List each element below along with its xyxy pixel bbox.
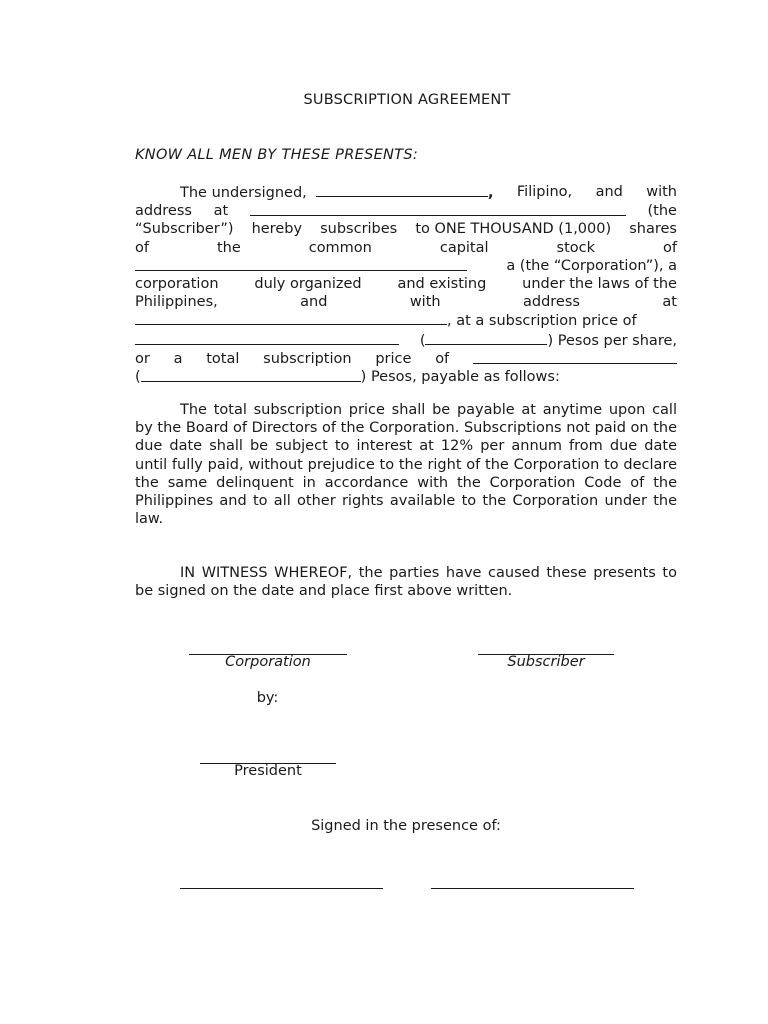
text-with: with — [646, 184, 677, 200]
text-philippines: Philippines, — [135, 294, 218, 311]
text-subscribes: subscribes — [320, 221, 398, 238]
text-and-2: and — [300, 294, 328, 311]
text-address: address — [135, 203, 192, 220]
text-capital: capital — [439, 239, 489, 256]
subscriber-paragraph: The undersigned, , Filipino, and with address at (the “Subscriber”) hereby subscribes to ONE THOUSAND (1,000) shares of the common capital stock of a (the “Corporation”), a corporation duly organized and existing under the laws of the Philippines, and with address at , at a subscription price of ( ) Pesos per share, or a total subscription price of ( ) Pesos, payable as follows: — [135, 184, 677, 386]
by-label: by: — [256, 690, 279, 706]
payment-terms-paragraph — [135, 401, 677, 528]
text-shares: shares — [629, 221, 677, 238]
text-one-thousand: to ONE THOUSAND (1,000) — [415, 221, 612, 238]
total-price-words-blank[interactable] — [473, 350, 677, 364]
subscriber-label: Subscriber — [507, 654, 585, 670]
text-pesos-per-share: ) Pesos per share, — [547, 332, 677, 349]
price-per-share-figure-blank[interactable] — [425, 331, 547, 345]
text-common: common — [308, 239, 372, 256]
text-of-2: of — [662, 239, 677, 256]
document-title: SUBSCRIPTION AGREEMENT — [303, 92, 511, 108]
witness-2-signature-line[interactable] — [431, 888, 634, 889]
text-corporation: corporation — [135, 276, 219, 293]
text-subscription: subscription — [263, 350, 352, 367]
text-at-2: at — [662, 294, 677, 311]
subscriber-address-blank[interactable] — [250, 202, 626, 216]
text-of-3: of — [435, 350, 450, 367]
text-corporation-def: a (the “Corporation”), a — [506, 257, 677, 274]
witness-paragraph — [135, 564, 677, 600]
total-price-figure-blank[interactable] — [141, 368, 361, 382]
text-subscription-price: , at a subscription price of — [447, 313, 637, 330]
text-undersigned: The undersigned, — [180, 185, 307, 201]
text-or: or — [135, 350, 150, 367]
text-and-existing: and existing — [397, 276, 487, 293]
text-hereby: hereby — [251, 221, 303, 238]
text-open-paren-2: ( — [135, 369, 141, 386]
text-address-2: address — [523, 294, 580, 311]
text-stock: stock — [556, 239, 595, 256]
text-and: and — [595, 184, 623, 200]
corporation-name-blank[interactable] — [135, 257, 467, 271]
intro-line: KNOW ALL MEN BY THESE PRESENTS: — [135, 147, 419, 163]
text-subscriber-def: “Subscriber”) — [135, 221, 234, 238]
text-price: price — [375, 350, 412, 367]
text-a: a — [173, 350, 183, 367]
subscriber-name-blank[interactable] — [316, 183, 488, 197]
text-filipino: Filipino, — [516, 184, 573, 200]
corporation-label: Corporation — [225, 654, 311, 670]
text-the-2: the — [216, 239, 241, 256]
president-label: President — [234, 763, 302, 779]
text-at: at — [213, 203, 229, 220]
witness-1-signature-line[interactable] — [180, 888, 383, 889]
text-total: total — [206, 350, 240, 367]
text-open-paren: ( — [419, 332, 426, 349]
text-under-laws: under the laws of the — [522, 276, 677, 293]
price-per-share-words-blank[interactable] — [135, 331, 399, 345]
text-of: of — [135, 239, 149, 256]
text-with-2: with — [409, 294, 441, 311]
payment-terms-text: The total subscription price shall be payable at anytime upon call by the Board of Directors of the Corporation. Subscriptions not paid on the due date shall be subject to interest at 12% per annum from due date until fully paid, without prejudice to the right of the Corporation to declare the same delinquent in accordance with the Corporation Code of the Philippines and to all other rights available to the Corporation under the law. — [135, 402, 677, 528]
text-duly-organized: duly organized — [254, 276, 362, 293]
text-the: (the — [647, 203, 677, 220]
witness-heading: Signed in the presence of: — [311, 818, 501, 834]
corporation-address-blank[interactable] — [135, 311, 447, 325]
text-payable-as-follows: ) Pesos, payable as follows: — [360, 369, 560, 386]
witness-text: IN WITNESS WHEREOF, the parties have caused these presents to be signed on the date and place first above written. — [135, 565, 677, 600]
